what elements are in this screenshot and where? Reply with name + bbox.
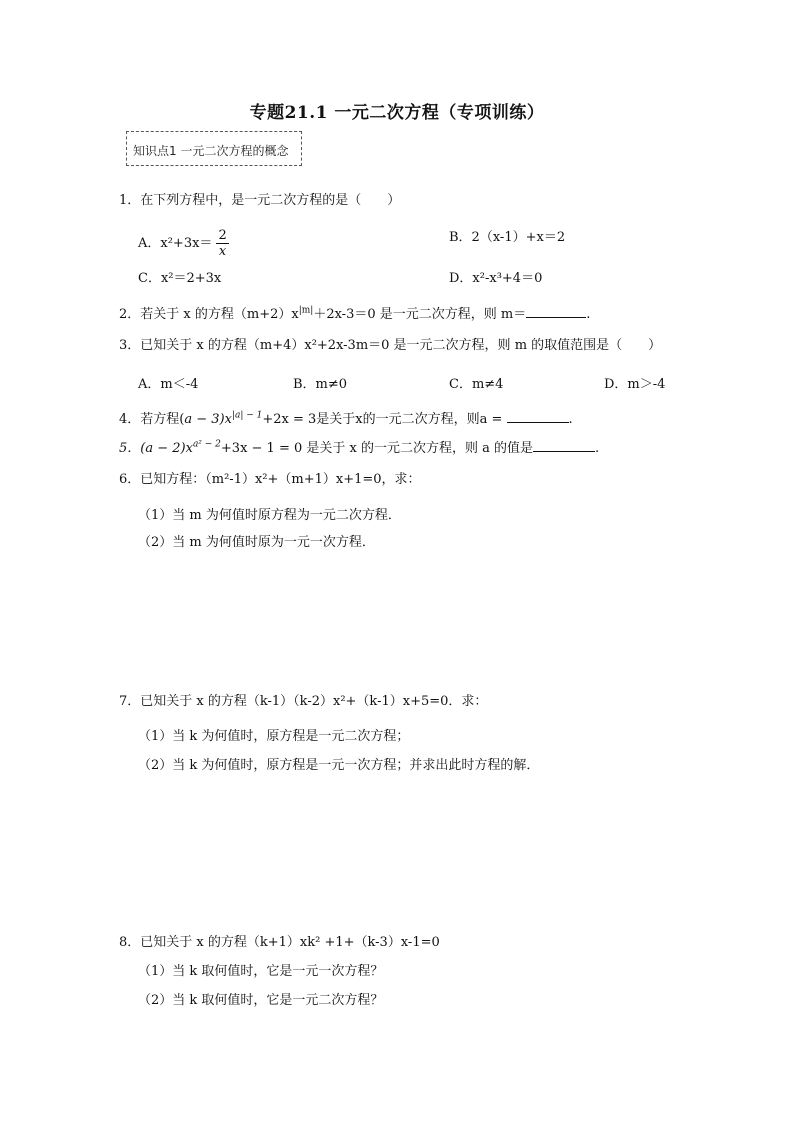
q2-suffix: ＋2x-3＝0 是一元二次方程，则 m＝ (313, 307, 527, 322)
question-1-option-d: D．x²-x³+4＝0 (449, 271, 543, 286)
fraction (216, 228, 228, 259)
option-a-text: A．x²+3x＝ (138, 236, 213, 251)
answer-blank[interactable] (533, 439, 595, 452)
fraction-numerator: 2 (218, 228, 227, 243)
fraction-denominator: x (218, 244, 227, 259)
q4-end: . (568, 412, 573, 427)
question-3-option-d: D．m＞-4 (604, 377, 666, 392)
question-3-option-c: C．m≠4 (449, 377, 504, 392)
question-7-part-1: （1）当 k 为何值时，原方程是一元二次方程； (138, 729, 410, 744)
question-3-option-b: B．m≠0 (293, 377, 348, 392)
q5-rest: +3x − 1 = 0 是关于 x 的一元二次方程，则 a 的值是 (220, 441, 534, 456)
question-1-option-a (138, 228, 229, 259)
answer-blank[interactable] (526, 305, 586, 318)
q5-prefix: 5．(a − 2)x (119, 441, 193, 456)
answer-blank[interactable] (507, 410, 569, 423)
question-6-part-2: （2）当 m 为何值时原为一元一次方程． (138, 535, 375, 550)
q2-prefix: 2．若关于 x 的方程（m+2）x (119, 307, 299, 322)
q4-prefix: 4．若方程( (119, 412, 185, 427)
q5-exponent: a² − 2 (192, 439, 221, 450)
question-7-part-2: （2）当 k 为何值时，原方程是一元一次方程；并求出此时方程的解． (138, 758, 540, 773)
question-1-option-c: C．x²＝2+3x (138, 271, 222, 286)
q4-rest: +2x = 3是关于x的一元二次方程，则a = (262, 412, 507, 427)
question-6-part-1: （1）当 m 为何值时原方程为一元二次方程． (138, 508, 401, 523)
question-1-stem: 1．在下列方程中，是一元二次方程的是（ ） (119, 193, 401, 208)
q4-base: a − 3)x (184, 412, 232, 427)
question-8-part-2: （2）当 k 取何值时，它是一元二次方程？ (138, 993, 384, 1008)
question-7-stem: 7．已知关于 x 的方程（k-1）（k-2）x²+（k-1）x+5=0．求： (119, 694, 488, 709)
question-3-option-a: A．m＜-4 (138, 377, 199, 392)
knowledge-point-label: 知识点1 一元二次方程的概念 (133, 144, 289, 158)
question-8-part-1: （1）当 k 取何值时，它是一元一次方程？ (138, 964, 384, 979)
q5-end: . (595, 441, 600, 456)
question-8-stem: 8．已知关于 x 的方程（k+1）xk² +1+（k-3）x-1=0 (119, 935, 440, 950)
question-1-option-b: B．2（x-1）+x＝2 (449, 230, 566, 245)
question-6-stem: 6．已知方程：（m²-1）x²+（m+1）x+1=0，求： (119, 472, 421, 487)
q2-end: . (586, 307, 591, 322)
q4-exponent: |a| − 1 (231, 410, 263, 421)
knowledge-point-box (126, 131, 302, 166)
question-3-stem: 3．已知关于 x 的方程（m+4）x²+2x-3m＝0 是一元二次方程，则 m 的取值范围是（ ） (119, 338, 662, 353)
question-4 (119, 410, 573, 429)
question-2 (119, 305, 590, 324)
question-5 (119, 439, 599, 458)
page-title: 专题21.1 一元二次方程（专项训练） (249, 103, 545, 123)
q2-exponent: |m| (298, 305, 314, 316)
